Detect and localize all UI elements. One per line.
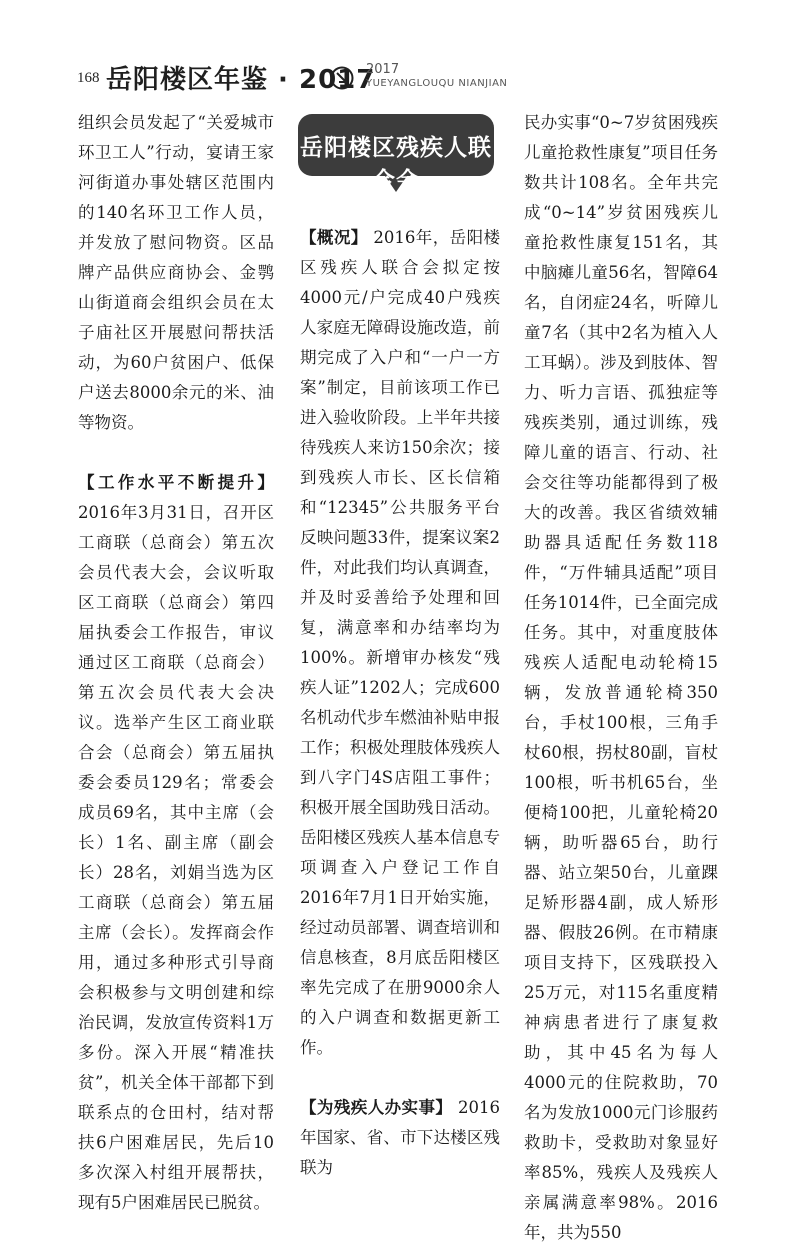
section-heading: 【工作水平不断提升】	[78, 473, 274, 492]
page-header	[0, 0, 793, 100]
banner-title: 岳阳楼区残疾人联合会	[300, 135, 492, 194]
section-heading: 【为残疾人办实事】	[300, 1098, 453, 1117]
paragraph-practical-matters	[300, 1093, 500, 1183]
paragraph-work-level	[78, 468, 274, 1218]
paragraph-body: 2016年国家、省、市下达楼区残联为	[300, 1098, 500, 1177]
column-right	[524, 108, 718, 1248]
book-title: 岳阳楼区年鉴 · 2017	[106, 65, 376, 95]
paragraph-body: 2016年，岳阳楼区残疾人联合会拟定按4000元/户完成40户残疾人家庭无障碍设施改造，前期完成了入户和“一户一方案”制定，目前该项工作已进入验收阶段。上半年共接待残疾人来访150余次；接到残疾人市长、区长信箱和“12345”公共服务平台反映问题33件，提案议案2件，对此我们均认真调查，并及时妥善给予处理和回复，满意率和办结率均为100%。新增审办核发“残疾人证”1202人；完成600名机动代步车燃油补贴申报工作；积极处理肢体残疾人到八字门4S店阻工事件；积极开展全国助残日活动。岳阳楼区残疾人基本信息专项调查入户登记工作自2016年7月1日开始实施，经过动员部署、调查培训和信息核查，8月底岳阳楼区率先完成了在册9000余人的入户调查和数据更新工作。	[300, 228, 500, 1057]
header-pinyin: YUEYANGLOUQU NIANJIAN	[366, 78, 508, 89]
paragraph-continued: 民办实事“0~7岁贫困残疾儿童抢救性康复”项目任务数共计108名。全年共完成“0~14”岁贫困残疾儿童抢救性康复151名，其中脑瘫儿童56名，智障64名，自闭症24名，听障儿童7名（其中2名为植入人工耳蜗）。涉及到肢体、智力、听力言语、孤独症等残疾类别，通过训练，残障儿童的语言、行动、社会交往等功能都得到了极大的改善。我区省绩效辅助器具适配任务数118件，“万件辅具适配”项目任务1014件，已全面完成任务。其中，对重度肢体残疾人适配电动轮椅15辆，发放普通轮椅350台，手杖100根，三角手杖60根，拐杖80副，盲杖100根，听书机65台，坐便椅100把，儿童轮椅20辆，助听器65台，助行器、站立架50台，儿童踝足矫形器4副，成人矫形器、假肢26例。在市精康项目支持下，区残联投入25万元，对115名重度精神病患者进行了康复救助，其中45名为每人4000元的住院救助，70名为发放1000元门诊服药救助卡，受救助对象显好率85%，残疾人及残疾人亲属满意率98%。2016年，共为550	[524, 113, 718, 1242]
circle-arrow-icon	[330, 66, 354, 90]
column-middle	[300, 223, 500, 1183]
section-heading: 【概况】	[300, 228, 368, 247]
page-number: 168	[77, 70, 100, 86]
paragraph-overview	[300, 223, 500, 1063]
column-left	[78, 108, 274, 1218]
header-year: 2017	[366, 62, 400, 77]
paragraph-body: 2016年3月31日，召开区工商联（总商会）第五次会员代表大会，会议听取区工商联（总商会）第四届执委会工作报告，审议通过区工商联（总商会）第五次会员代表大会决议。选举产生区工商业联合会（总商会）第五届执委会委员129名；常委会成员69名，其中主席（会长）1名、副主席（副会长）28名，刘娟当选为区工商联（总商会）第五届主席（会长）。发挥商会作用，通过多种形式引导商会积极参与文明创建和综治民调，发放宣传资料1万多份。深入开展“精准扶贫”，机关全体干部都下到联系点的仓田村，结对帮扶6户困难居民，先后10多次深入村组开展帮扶，现有5户困难居民已脱贫。	[78, 503, 274, 1212]
paragraph-continued: 组织会员发起了“关爱城市环卫工人”行动，宴请王家河街道办事处辖区范围内的140名环卫工作人员，并发放了慰问物资。区品牌产品供应商协会、金鹗山街道商会组织会员在太子庙社区开展慰问帮扶活动，为60户贫困户、低保户送去8000余元的米、油等物资。	[78, 113, 274, 432]
